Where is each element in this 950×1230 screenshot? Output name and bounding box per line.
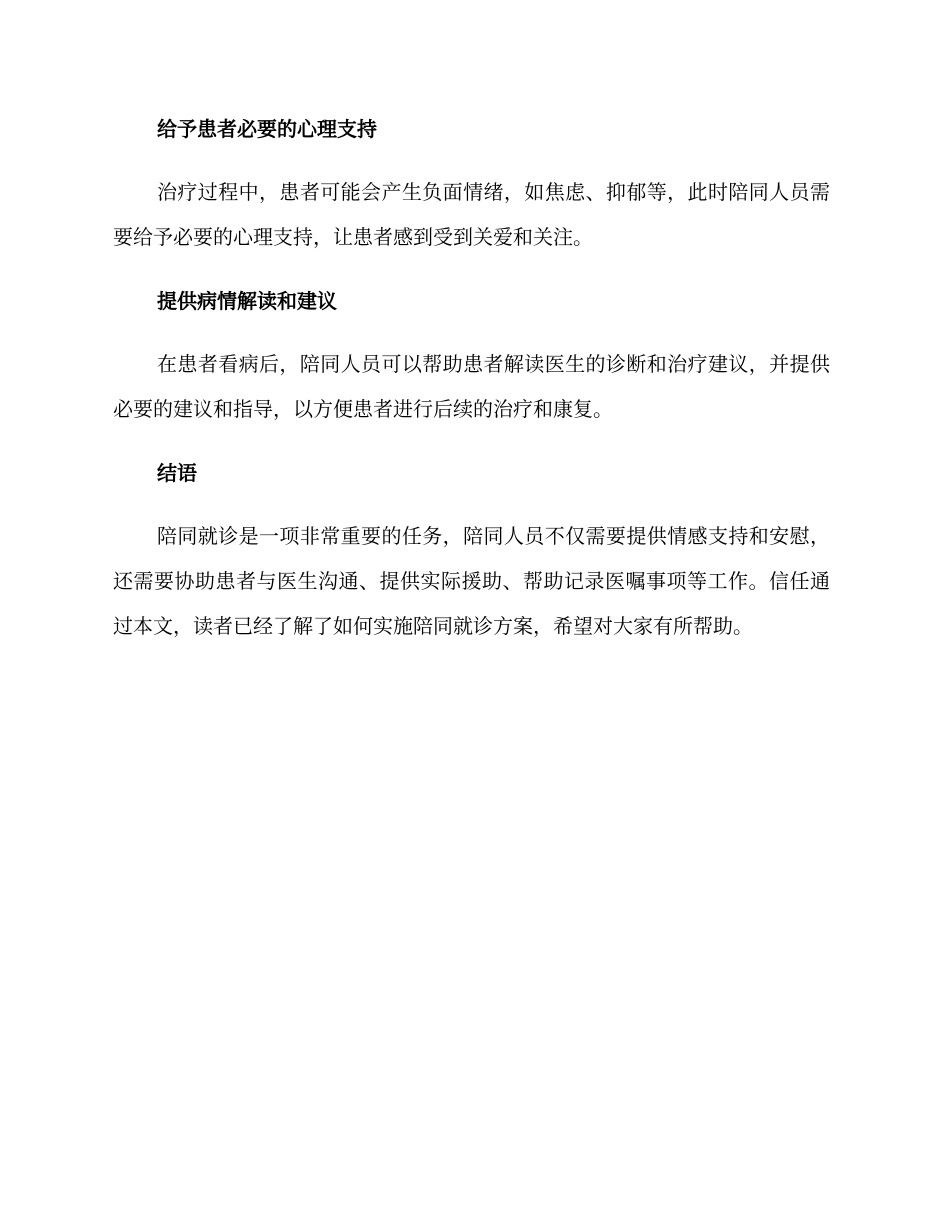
section-paragraph-condition-interpretation: 在患者看病后，陪同人员可以帮助患者解读医生的诊断和治疗建议，并提供必要的建议和指导，以方便患者进行后续的治疗和康复。: [113, 352, 830, 421]
section-heading-psychological-support: 给予患者必要的心理支持: [157, 117, 377, 141]
section-paragraph-conclusion: 陪同就诊是一项非常重要的任务，陪同人员不仅需要提供情感支持和安慰，还需要协助患者与医生沟通、提供实际援助、帮助记录医嘱事项等工作。信任通过本文，读者已经了解了如何实施陪同就诊方案，希望对大家有所帮助。: [113, 524, 830, 638]
section-paragraph-psychological-support: 治疗过程中，患者可能会产生负面情绪，如焦虑、抑郁等，此时陪同人员需要给予必要的心理支持，让患者感到受到关爱和关注。: [113, 180, 830, 249]
section-heading-conclusion: 结语: [157, 461, 197, 485]
section-heading-condition-interpretation: 提供病情解读和建议: [157, 289, 337, 313]
